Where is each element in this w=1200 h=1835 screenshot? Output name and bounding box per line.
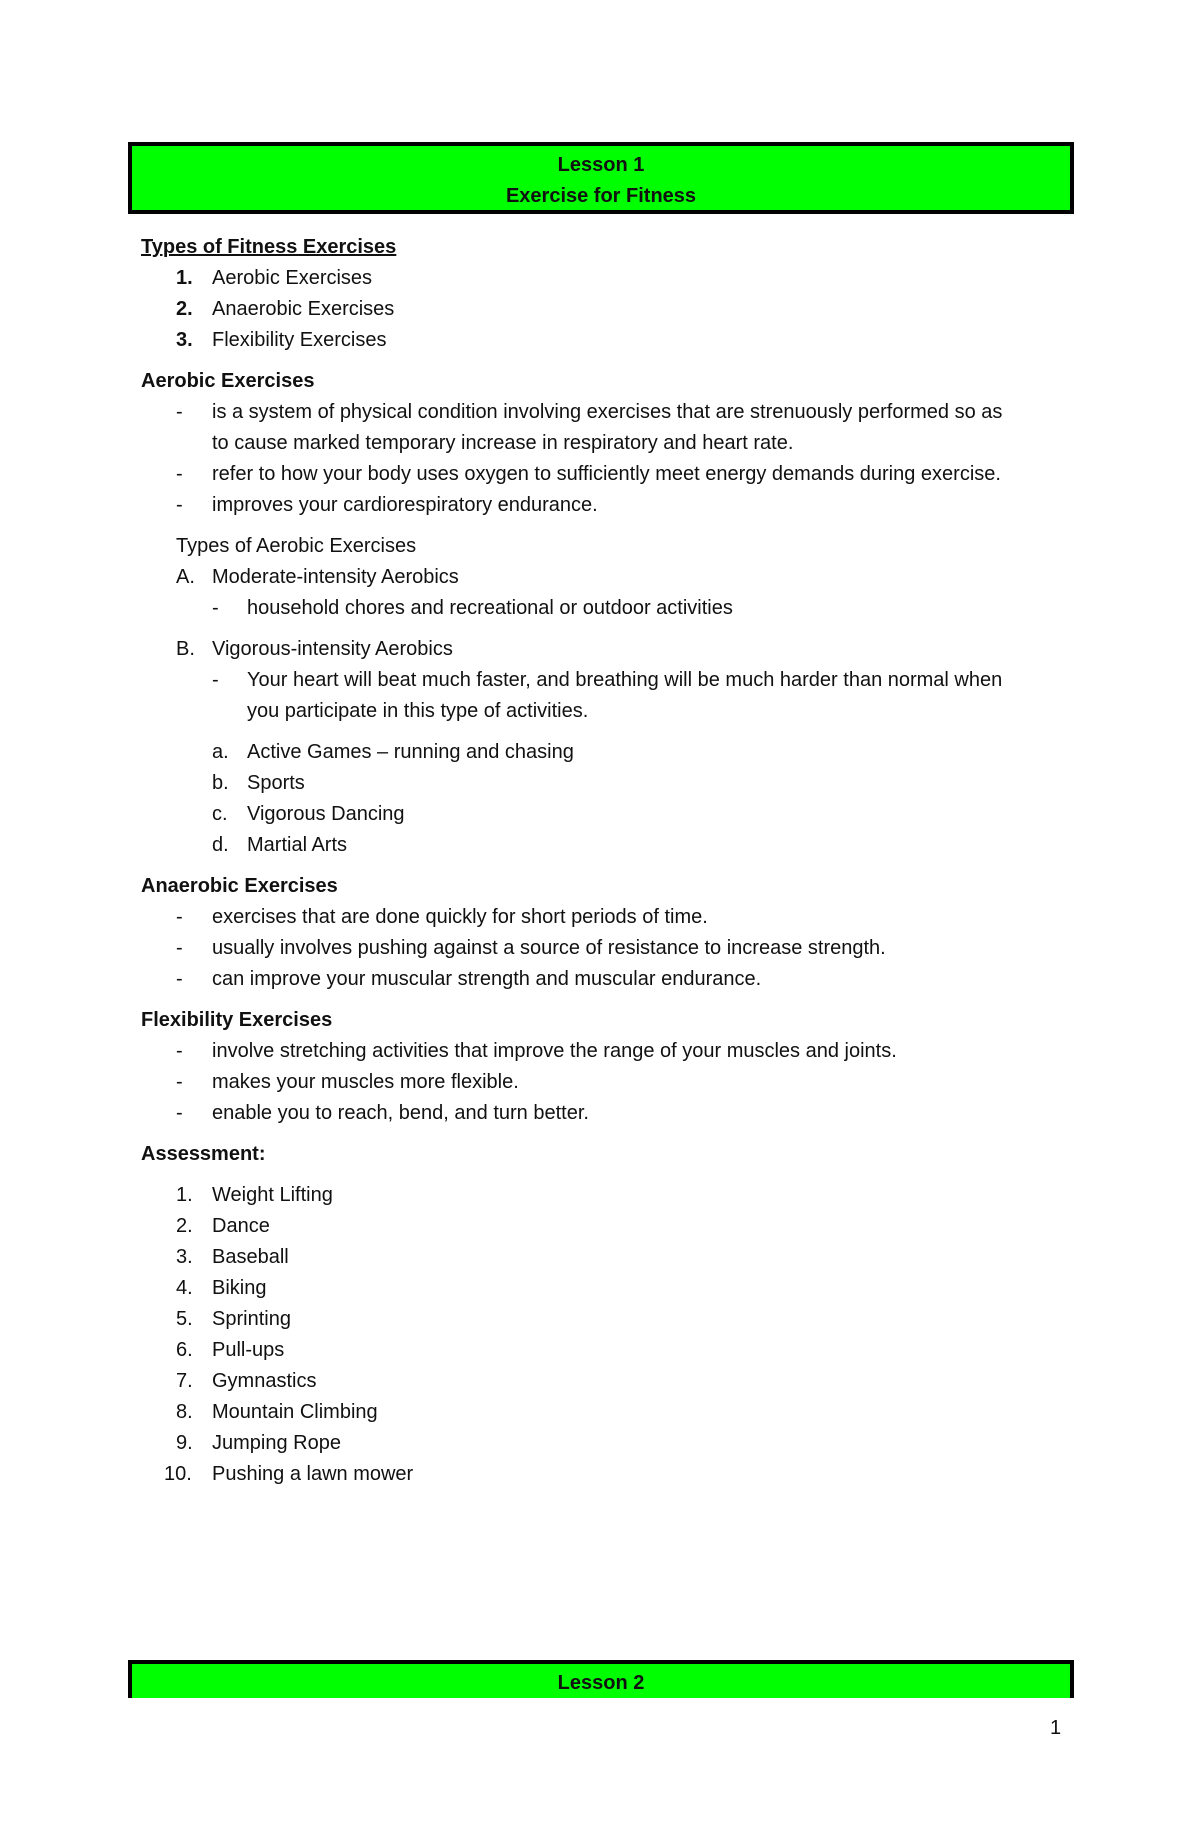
list-item: - improves your cardiorespiratory endurance. — [176, 494, 598, 516]
page-number: 1 — [1050, 1717, 1062, 1739]
list-item: - involve stretching activities that improve the range of your muscles and joints. — [176, 1040, 897, 1062]
flexibility-heading: Flexibility Exercises — [141, 1009, 333, 1031]
list-item: - makes your muscles more flexible. — [176, 1071, 519, 1093]
list-item: 9. Jumping Rope — [176, 1432, 341, 1454]
list-item: 5. Sprinting — [176, 1308, 291, 1330]
list-item: to cause marked temporary increase in respiratory and heart rate. — [212, 432, 794, 454]
list-item: 8. Mountain Climbing — [176, 1401, 378, 1423]
types-heading: Types of Fitness Exercises — [141, 236, 397, 258]
assessment-list — [141, 1180, 1081, 1490]
lesson-2-banner — [128, 1660, 1074, 1698]
list-item: 7. Gymnastics — [176, 1370, 317, 1392]
list-item: - enable you to reach, bend, and turn better. — [176, 1102, 589, 1124]
assessment-heading: Assessment: — [141, 1143, 266, 1165]
list-item: a. Active Games – running and chasing — [212, 741, 574, 763]
aerobic-types-label: Types of Aerobic Exercises — [176, 535, 417, 557]
list-item: 2. Dance — [176, 1215, 270, 1237]
list-item: 4. Biking — [176, 1277, 267, 1299]
anaerobic-heading: Anaerobic Exercises — [141, 875, 338, 897]
list-item: - can improve your muscular strength and muscular endurance. — [176, 968, 762, 990]
lesson-1-title: Exercise for Fitness — [505, 185, 697, 207]
list-item: 1. Weight Lifting — [176, 1184, 333, 1206]
lesson-2-label: Lesson 2 — [557, 1672, 645, 1694]
list-item: - is a system of physical condition involving exercises that are strenuously performed so as — [176, 401, 1003, 423]
list-item: 1. Aerobic Exercises — [176, 267, 373, 289]
list-item: 3. Baseball — [176, 1246, 289, 1268]
list-item: d. Martial Arts — [212, 834, 348, 856]
list-item: - exercises that are done quickly for short periods of time. — [176, 906, 708, 928]
list-item: 3. Flexibility Exercises — [176, 329, 387, 351]
list-item: b. Sports — [212, 772, 305, 794]
list-item: 10. Pushing a lawn mower — [164, 1463, 414, 1485]
list-item: A. Moderate-intensity Aerobics — [176, 566, 459, 588]
list-item: c. Vigorous Dancing — [212, 803, 405, 825]
list-item: B. Vigorous-intensity Aerobics — [176, 638, 453, 660]
list-item: 6. Pull-ups — [176, 1339, 285, 1361]
list-item: you participate in this type of activities. — [247, 700, 589, 722]
list-item: 2. Anaerobic Exercises — [176, 298, 395, 320]
aerobic-heading: Aerobic Exercises — [141, 370, 315, 392]
list-item: - usually involves pushing against a source of resistance to increase strength. — [176, 937, 886, 959]
lesson-1-label: Lesson 1 — [557, 154, 645, 176]
lesson-1-banner — [128, 142, 1074, 214]
list-item: - household chores and recreational or outdoor activities — [212, 597, 733, 619]
list-item: - refer to how your body uses oxygen to sufficiently meet energy demands during exercise. — [176, 463, 1001, 485]
list-item: - Your heart will beat much faster, and breathing will be much harder than normal when — [212, 669, 1003, 691]
lesson-content — [141, 232, 1081, 1490]
